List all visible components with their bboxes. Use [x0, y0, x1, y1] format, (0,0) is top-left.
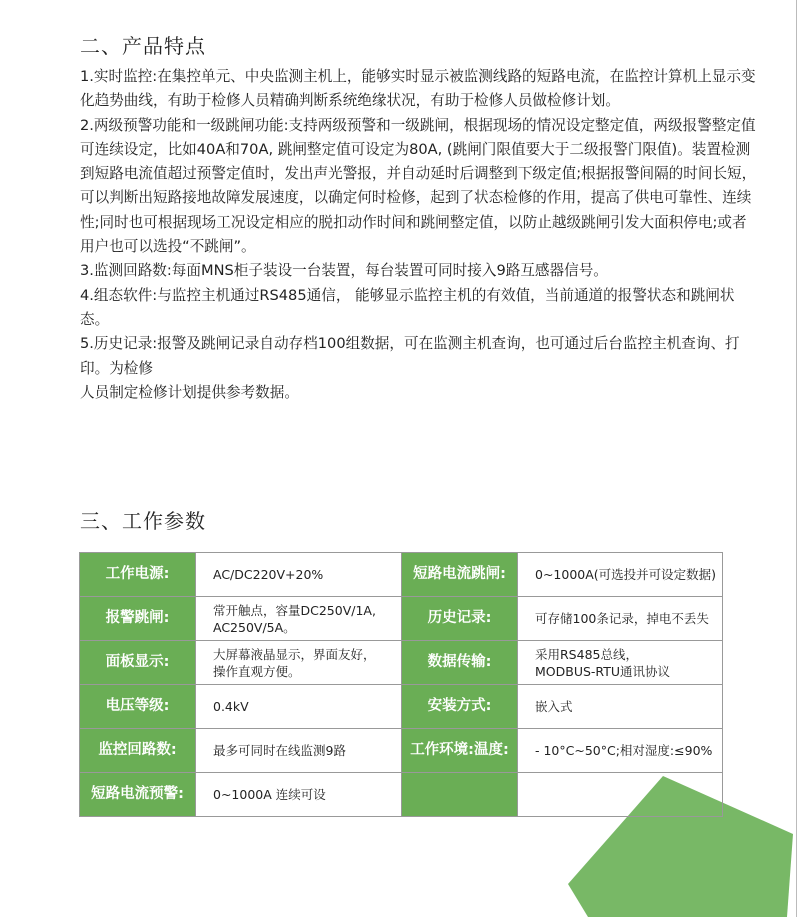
param-value: 0~1000A 连续可设: [196, 773, 402, 817]
param-label: 短路电流跳闸:: [402, 553, 518, 597]
feature-paragraph: 1.实时监控:在集控单元、中央监测主机上，能够实时显示被监测线路的短路电流，在监控计算机上显示变化趋势曲线，有助于检修人员精确判断系统绝缘状况，有助于检修人员做检修计划。: [80, 68, 756, 110]
param-value: 最多可同时在线监测9路: [196, 729, 402, 773]
param-value: 嵌入式: [518, 685, 723, 729]
param-label: 短路电流预警:: [80, 773, 196, 817]
param-value: 0~1000A(可选投并可设定数据): [518, 553, 723, 597]
param-value: 可存储100条记录，掉电不丢失: [518, 597, 723, 641]
feature-paragraph: 4.组态软件:与监控主机通过RS485通信， 能够显示监控主机的有效值，当前通道的报警状态和跳闸状态。: [80, 286, 735, 328]
param-value: [518, 773, 723, 817]
features-text: [80, 65, 760, 405]
param-label: 安装方式:: [402, 685, 518, 729]
param-label: 监控回路数:: [80, 729, 196, 773]
table-row: [80, 729, 723, 773]
param-label: [402, 773, 518, 817]
param-label: 历史记录:: [402, 597, 518, 641]
param-label: 工作电源:: [80, 553, 196, 597]
param-label: 电压等级:: [80, 685, 196, 729]
feature-paragraph: 3.监测回路数:每面MNS柜子装设一台装置，每台装置可同时接入9路互感器信号。: [80, 262, 608, 280]
table-row: [80, 641, 723, 685]
section-title-features: 二、产品特点: [80, 34, 206, 58]
param-label: 数据传输:: [402, 641, 518, 685]
table-row: [80, 773, 723, 817]
table-row: [80, 597, 723, 641]
param-value: 采用RS485总线， MODBUS-RTU通讯协议: [518, 641, 723, 685]
page-edge-line: [796, 0, 797, 917]
feature-paragraph: 人员制定检修计划提供参考数据。: [80, 383, 299, 401]
param-value: 大屏幕液晶显示，界面友好， 操作直观方便。: [196, 641, 402, 685]
feature-paragraph: 2.两级预警功能和一级跳闸功能:支持两级预警和一级跳闸，根据现场的情况设定整定值，两级报警整定值可连续设定，比如40A和70A, 跳闸整定值可设定为80A, (跳闸门限值要大于二级报警门限值)。装置检测到短路电流值超过预警定值时，发出声光警报，并自动延时后调整到下级定值;根据报警间隔的时间长短，可以判断出短路接地故障发展速度，以确定何时检修，起到了状态检修的作用，提高了供电可靠性、连续性;同时也可根据现场工况设定相应的脱扣动作时间和跳闸整定值，以防止越级跳闸引发大面积停电;或者用户也可以选投“不跳闸”。: [80, 116, 757, 256]
param-value: 0.4kV: [196, 685, 402, 729]
table-row: [80, 685, 723, 729]
param-label: 工作环境:温度:: [402, 729, 518, 773]
section-title-parameters: 三、工作参数: [80, 509, 206, 533]
parameters-table: [79, 552, 723, 817]
feature-paragraph: 5.历史记录:报警及跳闸记录自动存档100组数据，可在监测主机查询，也可通过后台监控主机查询、打印。为检修: [80, 335, 740, 377]
param-value: AC/DC220V+20%: [196, 553, 402, 597]
param-value: 常开触点，容量DC250V/1A, AC250V/5A。: [196, 597, 402, 641]
param-label: 面板显示:: [80, 641, 196, 685]
table-row: [80, 553, 723, 597]
param-label: 报警跳闸:: [80, 597, 196, 641]
param-value: - 10°C~50°C;相对湿度:≤90%: [518, 729, 723, 773]
